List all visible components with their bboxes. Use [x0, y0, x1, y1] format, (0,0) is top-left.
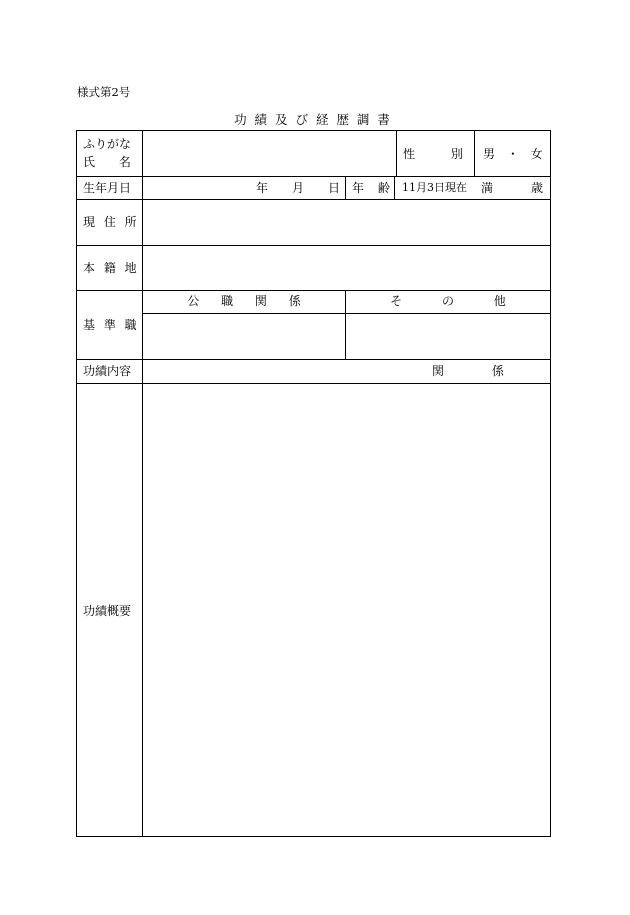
domicile-label [83, 261, 137, 275]
gender-label [403, 147, 463, 161]
age-label [352, 181, 390, 195]
name-label [83, 155, 135, 169]
relation-label [432, 364, 504, 378]
domicile-label-text: 本 籍 地 [83, 261, 137, 275]
achievement-content-label [83, 364, 131, 378]
document-title [76, 110, 550, 128]
birth-year-unit: 年 [256, 181, 269, 195]
achievement-content-label-text: 功績内容 [83, 364, 132, 378]
public-office-header-text: 公 職 関 係 [187, 294, 301, 308]
achievement-summary-label [83, 604, 131, 618]
column-divider [474, 130, 475, 177]
other-header [346, 294, 550, 308]
criteria-job-label-text: 基 準 職 [83, 318, 137, 332]
domicile-input-area[interactable] [143, 246, 549, 289]
column-divider [396, 130, 397, 177]
row-divider [76, 290, 551, 291]
birthdate-label [83, 181, 131, 195]
name-input-area[interactable] [143, 131, 395, 176]
age-prefix: 満 [481, 181, 494, 195]
table-border-bottom [76, 836, 551, 837]
furigana-label [83, 137, 135, 151]
table-border-right [550, 130, 551, 837]
age-suffix: 歳 [531, 181, 544, 195]
other-header-text: そ の 他 [390, 294, 506, 308]
gender-options[interactable] [483, 147, 543, 161]
gender-options-text: 男 ・ 女 [483, 147, 543, 161]
age-basis: 11月3日現在 [402, 181, 467, 194]
document-title-text: 功 績 及 び 経 歴 調 書 [234, 112, 392, 127]
column-divider [394, 176, 395, 200]
relation-label-text: 関 係 [432, 364, 504, 378]
form-number: 様式第2号 [77, 85, 131, 99]
row-divider [76, 359, 551, 360]
achievement-summary-label-text: 功績概要 [83, 604, 132, 618]
row-divider [76, 176, 551, 177]
achievement-summary-input-area[interactable] [143, 384, 549, 835]
table-border-left [76, 130, 77, 837]
birthdate-label-text: 生年月日 [83, 181, 132, 195]
other-input-area[interactable] [346, 314, 549, 359]
birth-month-unit: 月 [292, 181, 305, 195]
birth-day-unit: 日 [328, 181, 341, 195]
criteria-job-label [83, 318, 137, 332]
furigana-label-text: ふりがな [83, 137, 132, 151]
public-office-input-area[interactable] [143, 314, 344, 359]
name-label-text: 氏 名 [83, 155, 131, 169]
gender-label-text: 性 別 [403, 147, 463, 161]
column-divider [345, 176, 346, 200]
age-label-text: 年 齢 [352, 181, 390, 195]
address-input-area[interactable] [143, 200, 549, 244]
address-label-text: 現 住 所 [83, 215, 137, 229]
public-office-header [143, 294, 345, 308]
address-label [83, 215, 137, 229]
